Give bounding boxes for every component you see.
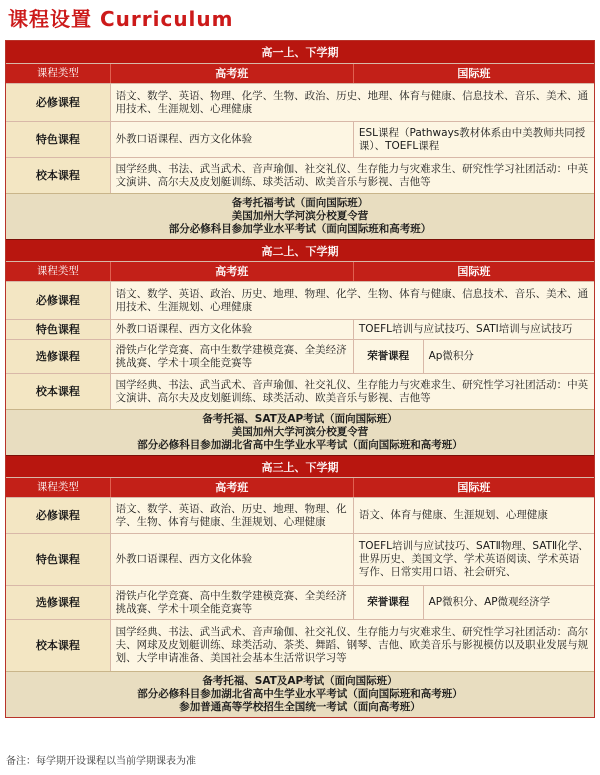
table-row: [6, 157, 594, 193]
table-row: [6, 533, 594, 585]
exam-line: 部分必修科目参加湖北省高中生学业水平考试（面向国际班和高考班）: [137, 439, 463, 451]
required-courses: 语文、数学、英语、政治、历史、地理、物理、化学、生物、体育与健康、信息技术、音乐、美术、通用技术、生涯规划、心理健康: [110, 282, 594, 319]
exam-line: 美国加州大学河滨分校夏令营: [231, 426, 369, 438]
honor-courses: AP微积分、AP微观经济学: [423, 586, 594, 619]
grade-2-header: 高二上、下学期: [6, 239, 594, 261]
table-row: [6, 339, 594, 373]
table-row: [6, 497, 594, 533]
exam-notes: [6, 671, 594, 717]
elective-gaokao: 滑铁卢化学竞赛、高中生数学建模竞赛、全美经济挑战赛、学术十项全能竞赛等: [110, 340, 353, 373]
table-row: [6, 619, 594, 671]
row-label: 特色课程: [6, 122, 110, 157]
exam-notes: [6, 409, 594, 455]
row-label: 选修课程: [6, 340, 110, 373]
col-intl-header: 国际班: [353, 262, 594, 281]
school-courses: 国学经典、书法、武当武术、音声瑜伽、社交礼仪、生存能力与灾难求生、研究性学习社团活动：中英文演讲、高尔夫及皮划艇训练、球类活动、欧美音乐与影视、吉他等: [110, 158, 594, 193]
school-courses: 国学经典、书法、武当武术、音声瑜伽、社交礼仪、生存能力与灾难求生、研究性学习社团活动：中英文演讲、高尔夫及皮划艇训练、球类活动、欧美音乐与影视、吉他等: [110, 374, 594, 409]
page-title: 课程设置 Curriculum: [8, 7, 234, 31]
row-label: 特色课程: [6, 534, 110, 585]
exam-line: 部分必修科目参加湖北省高中生学业水平考试（面向国际班和高考班）: [137, 688, 463, 700]
school-courses: 国学经典、书法、武当武术、音声瑜伽、社交礼仪、生存能力与灾难求生、研究性学习社团活动：高尔夫、网球及皮划艇训练、球类活动、茶类、舞蹈、钢琴、吉他、欧美音乐与影视模仿以及职业发展与规划、大学申请准备、美国社会基本生活常识学习等: [110, 620, 594, 671]
feature-gaokao: 外教口语课程、西方文化体验: [110, 320, 353, 339]
col-gaokao-header: 高考班: [110, 478, 353, 497]
footnote: 备注：每学期开设课程以当前学期课表为准: [6, 756, 196, 767]
column-header-row: [6, 477, 594, 497]
feature-gaokao: 外教口语课程、西方文化体验: [110, 534, 353, 585]
row-label: 必修课程: [6, 84, 110, 121]
col-intl-header: 国际班: [353, 478, 594, 497]
feature-intl: ESL课程（Pathways教材体系由中美教师共同授课）、TOEFL课程: [353, 122, 594, 157]
row-label: 校本课程: [6, 620, 110, 671]
required-gaokao: 语文、数学、英语、政治、历史、地理、物理、化学、生物、体育与健康、生涯规划、心理健康: [110, 498, 353, 533]
feature-gaokao: 外教口语课程、西方文化体验: [110, 122, 353, 157]
column-header-row: [6, 261, 594, 281]
row-label: 特色课程: [6, 320, 110, 339]
col-type-header: 课程类型: [6, 478, 110, 497]
honor-courses: Ap微积分: [423, 340, 594, 373]
row-label: 选修课程: [6, 586, 110, 619]
exam-notes: [6, 193, 594, 239]
table-row: [6, 373, 594, 409]
exam-line: 备考托福、SAT及AP考试（面向国际班）: [202, 413, 398, 425]
feature-intl: TOEFL培训与应试技巧、SATⅡ物理、SATⅡ化学、世界历史、美国文学、学术英语阅读、学术英语写作、日常实用口语、社会研究、: [353, 534, 594, 585]
exam-line: 美国加州大学河滨分校夏令营: [231, 210, 369, 222]
required-intl: 语文、体育与健康、生涯规划、心理健康: [353, 498, 594, 533]
table-row: [6, 319, 594, 339]
column-header-row: [6, 63, 594, 83]
elective-gaokao: 滑铁卢化学竞赛、高中生数学建模竞赛、全美经济挑战赛、学术十项全能竞赛等: [110, 586, 353, 619]
honor-label: 荣誉课程: [353, 586, 423, 619]
row-label: 必修课程: [6, 498, 110, 533]
exam-line: 部分必修科目参加学业水平考试（面向国际班和高考班）: [168, 223, 432, 235]
table-row: [6, 83, 594, 121]
curriculum-table: [5, 40, 595, 718]
col-gaokao-header: 高考班: [110, 262, 353, 281]
exam-line: 备考托福、SAT及AP考试（面向国际班）: [202, 675, 398, 687]
grade-1-header: 高一上、下学期: [6, 41, 594, 63]
table-row: [6, 281, 594, 319]
table-row: [6, 585, 594, 619]
exam-line: 备考托福考试（面向国际班）: [231, 197, 369, 209]
honor-label: 荣誉课程: [353, 340, 423, 373]
col-type-header: 课程类型: [6, 64, 110, 83]
col-type-header: 课程类型: [6, 262, 110, 281]
grade-3-header: 高三上、下学期: [6, 455, 594, 477]
row-label: 校本课程: [6, 158, 110, 193]
exam-line: 参加普通高等学校招生全国统一考试（面向高考班）: [179, 701, 421, 713]
row-label: 必修课程: [6, 282, 110, 319]
table-row: [6, 121, 594, 157]
col-intl-header: 国际班: [353, 64, 594, 83]
feature-intl: TOEFL培训与应试技巧、SATⅠ培训与应试技巧: [353, 320, 594, 339]
row-label: 校本课程: [6, 374, 110, 409]
col-gaokao-header: 高考班: [110, 64, 353, 83]
required-courses: 语文、数学、英语、物理、化学、生物、政治、历史、地理、体育与健康、信息技术、音乐、美术、通用技术、生涯规划、心理健康: [110, 84, 594, 121]
